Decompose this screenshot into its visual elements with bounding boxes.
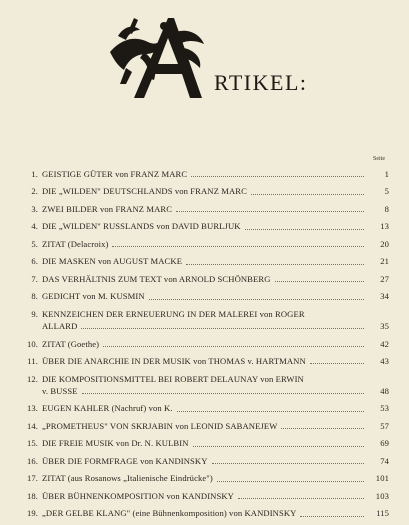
- toc-entry-number: 14.: [26, 420, 38, 431]
- toc-entry-page-number: 103: [375, 490, 389, 501]
- toc-entry-title: DIE MASKEN von AUGUST MACKE: [42, 256, 183, 267]
- dot-leader: [191, 176, 364, 177]
- toc-entry: [18, 168, 389, 180]
- toc-entry: [18, 203, 389, 215]
- dot-leader: [300, 516, 364, 517]
- toc-entry: [18, 290, 389, 302]
- toc-entry-title: DIE KOMPOSITIONSMITTEL BEI ROBERT DELAUNAY von ERWIN: [42, 373, 304, 384]
- dot-leader: [82, 393, 364, 394]
- toc-entry: [18, 402, 389, 414]
- toc-entry: [18, 185, 389, 197]
- toc-entry-title: EUGEN KAHLER (Nachruf) von K.: [42, 403, 173, 414]
- toc-entry-title: ÜBER BÜHNENKOMPOSITION von KANDINSKY: [42, 490, 234, 501]
- toc-entry-number: 7.: [31, 273, 38, 284]
- toc-entry-title: GEISTIGE GÜTER von FRANZ MARC: [42, 169, 188, 179]
- toc-entry-page-number: 74: [380, 455, 389, 466]
- toc-entry-title: ÜBER DIE FORMFRAGE von KANDINSKY: [42, 455, 208, 466]
- toc-entry-page-number: 57: [380, 420, 389, 431]
- toc-entry-page-number: 8: [384, 203, 389, 214]
- toc-entry-page-number: 53: [380, 403, 389, 414]
- toc-entry-number: 18.: [26, 490, 38, 501]
- toc-entry-number: 3.: [31, 203, 38, 214]
- dot-leader: [217, 481, 364, 482]
- table-of-contents: [18, 168, 389, 525]
- dot-leader: [149, 299, 364, 300]
- dot-leader: [245, 229, 364, 230]
- toc-entry-title: ZWEI BILDER von FRANZ MARC: [42, 203, 173, 214]
- toc-entry-page-number: 1: [384, 169, 389, 179]
- toc-entry-title: „DER GELBE KLANG" (eine Bühnenkomposition) von KANDINSKY: [42, 508, 297, 519]
- toc-entry: [18, 507, 389, 519]
- toc-entry: [18, 238, 389, 250]
- toc-entry-page-number: 27: [380, 273, 389, 284]
- toc-entry-title: ZITAT (aus Rosanows „Italienische Eindrücke"): [42, 473, 213, 484]
- toc-entry-title: DAS VERHÄLTNIS ZUM TEXT von ARNOLD SCHÖNBERG: [42, 273, 271, 284]
- dot-leader: [186, 264, 364, 265]
- toc-entry-title: DIE FREIE MUSIK von Dr. N. KULBIN: [42, 438, 189, 449]
- toc-entry-page-number: 5: [384, 186, 389, 197]
- toc-entry-number: 11.: [27, 356, 38, 367]
- toc-entry-title: ÜBER DIE ANARCHIE IN DER MUSIK von THOMAS v. HARTMANN: [42, 356, 306, 367]
- toc-entry: [18, 308, 389, 333]
- toc-entry-number: 10.: [26, 338, 38, 349]
- dot-leader: [212, 463, 364, 464]
- toc-entry-page-number: 42: [380, 338, 389, 349]
- toc-entry-title: „PROMETHEUS" VON SKRJABIN von LEONID SABANEJEW: [42, 420, 278, 431]
- toc-entry-page-number: 35: [380, 321, 389, 332]
- dot-leader: [103, 346, 364, 347]
- toc-entry: [18, 273, 389, 285]
- dot-leader: [275, 281, 365, 282]
- toc-entry: [18, 255, 389, 267]
- toc-entry-title: ZITAT (Goethe): [42, 338, 100, 349]
- toc-entry-page-number: 48: [380, 385, 389, 396]
- toc-entry: [18, 437, 389, 449]
- toc-entry-page-number: 34: [380, 291, 389, 302]
- toc-entry-page-number: 20: [380, 238, 389, 249]
- table-of-contents-heading: RTIKEL:: [214, 70, 308, 95]
- toc-entry: [18, 420, 389, 432]
- toc-entry: [18, 455, 389, 467]
- toc-entry-number: 1.: [31, 169, 38, 179]
- toc-entry: [18, 490, 389, 502]
- toc-entry: [18, 373, 389, 398]
- dot-leader: [112, 246, 364, 247]
- toc-entry-page-number: 13: [380, 221, 389, 232]
- toc-entry-number: 16.: [26, 455, 38, 466]
- toc-entry-number: 17.: [26, 473, 38, 484]
- toc-entry: [18, 338, 389, 350]
- dot-leader: [310, 363, 364, 364]
- toc-entry-title: ZITAT (Delacroix): [42, 238, 109, 249]
- toc-entry: [18, 220, 389, 232]
- toc-entry-number: 12.: [26, 373, 38, 384]
- toc-entry-page-number: 115: [376, 508, 389, 519]
- dot-leader: [81, 328, 364, 329]
- dot-leader: [193, 446, 364, 447]
- toc-entry-number: 6.: [31, 256, 38, 267]
- horse-rider-emblem-icon: [104, 12, 216, 104]
- toc-entry-number: 8.: [31, 291, 38, 302]
- toc-entry-number: 2.: [31, 186, 38, 197]
- toc-entry-number: 19.: [26, 508, 38, 519]
- toc-entry-title: DIE „WILDEN" DEUTSCHLANDS von FRANZ MARC: [42, 186, 247, 197]
- toc-entry-title: v. BUSSE: [42, 385, 78, 396]
- toc-entry-page-number: 21: [380, 256, 389, 267]
- dot-leader: [281, 428, 364, 429]
- toc-entry-title: DIE „WILDEN" RUSSLANDS von DAVID BURLJUK: [42, 221, 241, 232]
- toc-entry-page-number: 43: [380, 356, 389, 367]
- toc-entry-number: 9.: [31, 308, 38, 319]
- toc-entry-number: 5.: [31, 238, 38, 249]
- page-column-label: Seite: [373, 156, 385, 162]
- toc-entry-number: 15.: [26, 438, 38, 449]
- toc-entry: [18, 472, 389, 484]
- toc-entry-number: 13.: [26, 403, 38, 414]
- toc-entry-title: GEDICHT von M. KUSMIN: [42, 291, 145, 302]
- toc-entry-page-number: 101: [375, 473, 389, 484]
- toc-entry-title: ALLARD: [42, 321, 78, 332]
- dot-leader: [176, 211, 364, 212]
- toc-entry-number: 4.: [31, 221, 38, 232]
- dot-leader: [251, 194, 364, 195]
- toc-entry-page-number: 69: [380, 438, 389, 449]
- toc-entry-title: KENNZEICHEN DER ERNEUERUNG IN DER MALEREI von ROGER: [42, 308, 305, 319]
- dot-leader: [177, 411, 364, 412]
- toc-entry: [18, 355, 389, 367]
- dot-leader: [238, 498, 364, 499]
